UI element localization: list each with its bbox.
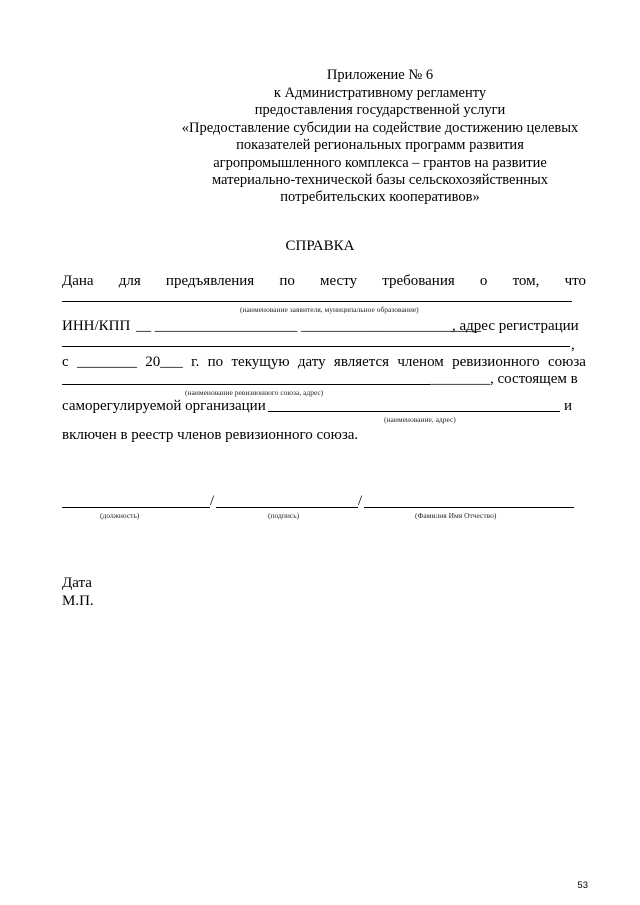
caption-fullname: (Фамилия Имя Отчество) [415,511,497,520]
signature-slash: / [210,493,215,509]
inn-kpp-blank[interactable]: __ ___________________ ________________________ [136,318,481,334]
signature-slash: / [358,493,363,509]
body-line-5 [62,354,586,371]
word: о [479,273,488,289]
word: текущую [231,354,290,370]
word: что [564,273,586,289]
caption-sro: (наименование, адрес) [384,415,456,424]
registry-text: включен в реестр членов ревизионного союза. [62,427,359,443]
inn-kpp-label: ИНН/КПП [62,318,131,334]
date-blank[interactable]: ________ [76,354,137,370]
address-reg-label: , адрес регистрации [452,318,579,334]
header-line-1: Приложение № 6 [326,67,434,83]
caption-applicant: (наименование заявителя, муниципальное образование) [240,305,419,314]
union-tail: ________, состоящем в [430,371,578,387]
header-line-8: потребительских кооперативов» [280,189,480,205]
word: с [62,354,69,370]
union-fill-line[interactable] [62,384,430,385]
sro-fill-line[interactable] [268,411,560,412]
caption-signature: (подпись) [268,511,300,520]
word: для [118,273,141,289]
word: требования [382,273,455,289]
header-line-7: материально-технической базы сельскохозяйственных [211,172,548,188]
caption-union: (наименование ревизионного союза, адрес) [185,388,324,397]
header-line-6: агропромышленного комплекса – грантов на развитие [213,155,547,171]
stamp-label: М.П. [62,593,94,609]
word: членом [397,354,444,370]
year-blank[interactable]: 20___ [145,354,183,370]
word: по [207,354,224,370]
signature-fill-line[interactable] [216,507,358,508]
word: том, [512,273,540,289]
caption-position: (должность) [100,511,140,520]
word: по [279,273,295,289]
fullname-fill-line[interactable] [364,507,574,508]
header-line-2: к Административному регламенту [273,85,487,101]
word: Дана [62,273,94,289]
word: дату [297,354,326,370]
word: г. [191,354,200,370]
sro-label: саморегулируемой организации [62,398,266,414]
document-title: СПРАВКА [285,238,355,254]
sro-and: и [564,398,573,414]
word: ревизионного [452,354,540,370]
header-line-4: «Предоставление субсидии на содействие достижению целевых [181,120,579,136]
word: союза [547,354,586,370]
word: предъявления [165,273,255,289]
page-number: 53 [577,880,588,891]
position-fill-line[interactable] [62,507,210,508]
date-label: Дата [62,575,92,591]
address-comma: , [571,337,575,353]
word: является [333,354,390,370]
header-line-5: показателей региональных программ развития [236,137,524,153]
word: месту [320,273,358,289]
address-fill-line[interactable] [62,346,570,347]
applicant-fill-line[interactable] [62,301,572,302]
header-line-3: предоставления государственной услуги [254,102,506,118]
body-line-1 [62,273,586,290]
